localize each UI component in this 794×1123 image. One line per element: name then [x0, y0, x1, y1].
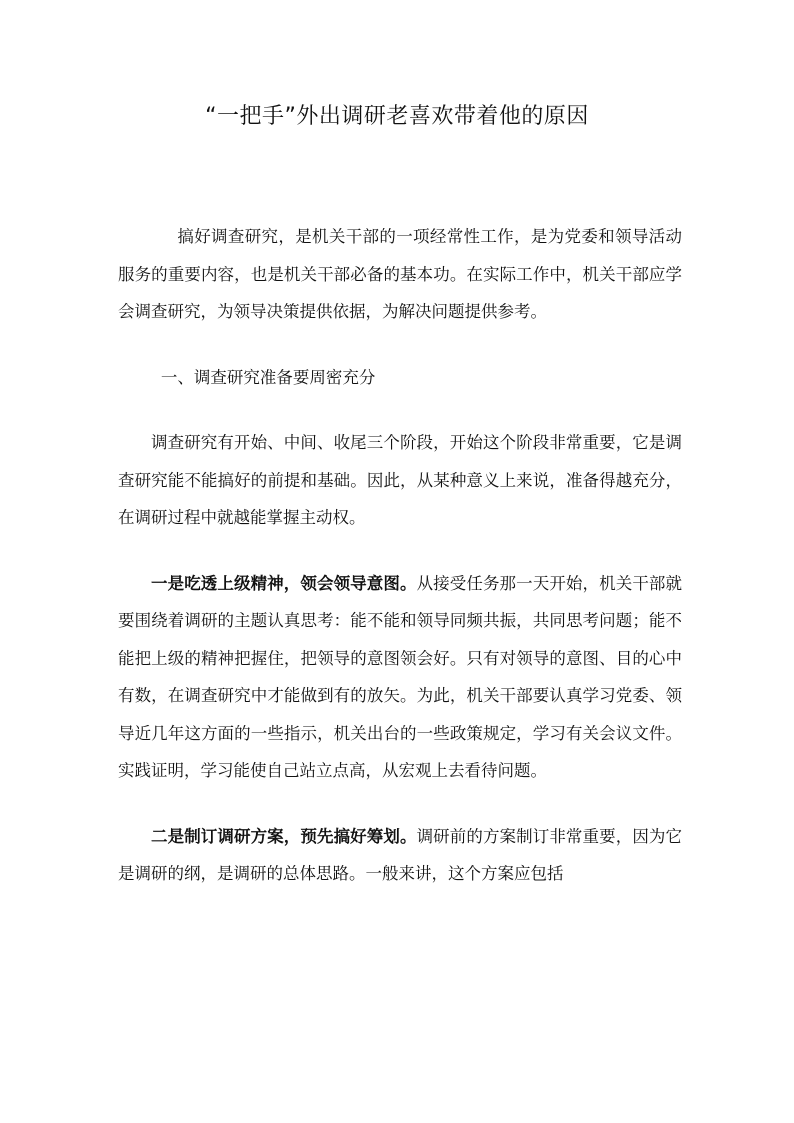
section-paragraph: 调查研究有开始、中间、收尾三个阶段，开始这个阶段非常重要，它是调查研究能不能搞好的前提和基础。因此，从某种意义上来说，准备得越充分，在调研过程中就越能掌握主动权。 [118, 433, 682, 527]
intro-paragraph: 搞好调查研究，是机关干部的一项经常性工作，是为党委和领导活动服务的重要内容，也是机关干部必备的基本功。在实际工作中，机关干部应学会调查研究，为领导决策提供依据，为解决问题提供参考。 [118, 227, 682, 321]
point-one-lead: 一是吃透上级精神，领会领导意图。 [151, 573, 417, 593]
point-one-text: 从接受任务那一天开始，机关干部就要围绕着调研的主题认真思考：能不能和领导同频共振，共同思考问题；能不能把上级的精神把握住，把领导的意图领会好。只有对领导的意图、目的心中有数，在调查研究中才能做到有的放矢。为此，机关干部要认真学习党委、领导近几年这方面的一些指示，机关出台的一些政策规定，学习有关会议文件。实践证明，学习能使自己站立点高，从宏观上去看待问题。 [118, 573, 683, 780]
point-one-paragraph [118, 565, 682, 790]
document-title: “一把手”外出调研老喜欢带着他的原因 [205, 104, 589, 129]
point-two-paragraph [118, 818, 682, 893]
point-two-text: 调研前的方案制订非常重要，因为它是调研的纲，是调研的总体思路。一般来讲，这个方案应包括 [118, 826, 683, 883]
point-two-lead: 二是制订调研方案，预先搞好筹划。 [151, 826, 417, 846]
section-heading: 一、调查研究准备要周密充分 [160, 367, 376, 387]
document-body [118, 218, 682, 893]
